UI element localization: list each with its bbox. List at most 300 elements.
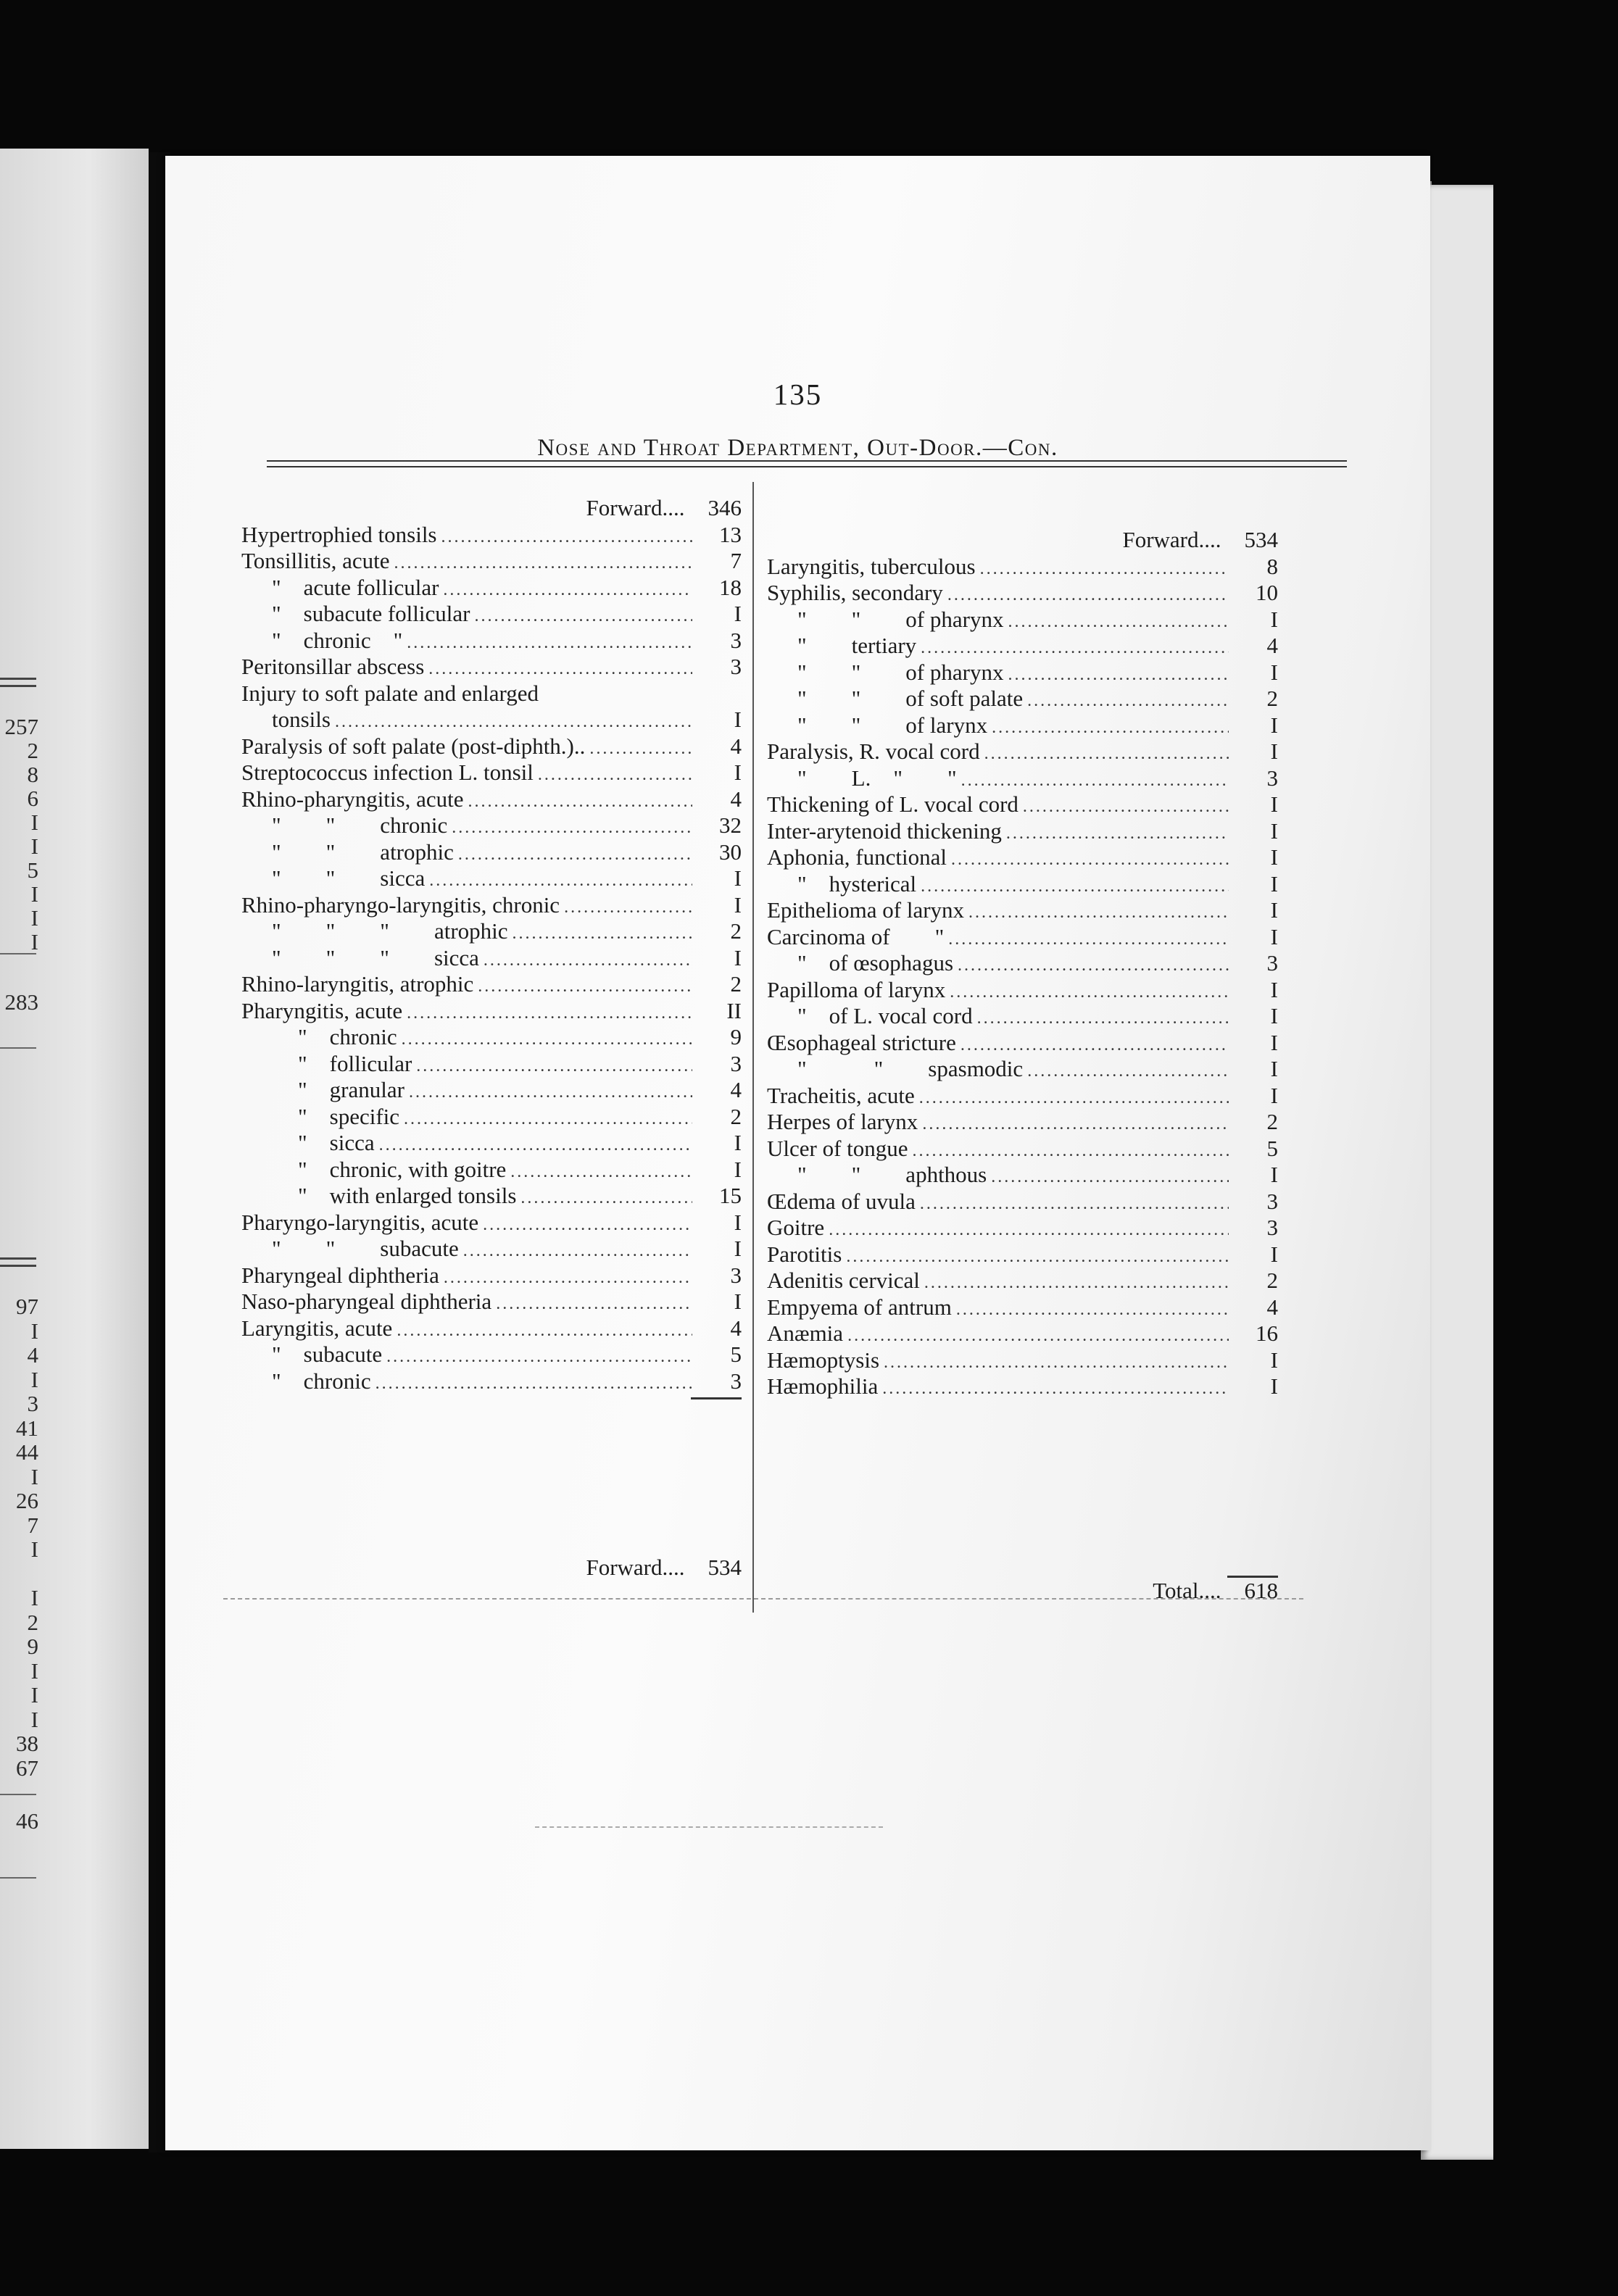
case-count: 3 (730, 1368, 742, 1394)
leader-dots (968, 899, 1229, 926)
table-row (767, 1320, 1278, 1347)
footer-value: 534 (708, 1555, 742, 1580)
case-count: I (1270, 818, 1278, 844)
margin-number: I (30, 1682, 38, 1708)
total-label: Total.... (1153, 1578, 1221, 1603)
book-page (165, 156, 1430, 2150)
diagnosis-label: Syphilis, secondary (767, 580, 943, 605)
diagnosis-label: Œsophageal stricture (767, 1029, 956, 1055)
margin-number: 9 (27, 1634, 38, 1659)
diagnosis-label: " acute follicular (272, 574, 439, 600)
leader-dots (376, 1370, 692, 1397)
diagnosis-label: Carcinoma of " (767, 923, 945, 949)
leader-dots (463, 1238, 692, 1265)
margin-number: I (30, 1585, 38, 1610)
margin-number: 97 (16, 1294, 38, 1319)
case-count: 4 (730, 786, 742, 812)
table-row (767, 1003, 1278, 1030)
leader-dots (429, 868, 692, 894)
diagnosis-label: Peritonsillar abscess (241, 654, 425, 679)
header-rule (267, 466, 1347, 467)
case-count: 10 (1256, 580, 1278, 605)
case-count: 18 (719, 574, 742, 600)
diagnosis-label: Papilloma of larynx (767, 976, 946, 1002)
case-count: 2 (730, 1103, 742, 1129)
diagnosis-label: Naso-pharyngeal diphtheria (241, 1289, 492, 1314)
case-count: I (734, 1209, 742, 1235)
diagnosis-label: Herpes of larynx (767, 1109, 918, 1134)
leader-dots (458, 841, 692, 868)
diagnosis-label: " sicca (298, 1130, 375, 1155)
table-row (241, 812, 742, 839)
page-header: Nose and Throat Department, Out-Door.—Con. (537, 435, 1058, 461)
margin-number: I (30, 1657, 38, 1684)
margin-number: 2 (27, 1609, 38, 1635)
diagnosis-label: " " of pharynx (797, 659, 1004, 685)
table-row (241, 839, 742, 866)
margin-number: I (30, 905, 38, 931)
case-count: I (1270, 606, 1278, 632)
case-count: I (734, 1156, 742, 1182)
leader-dots (510, 1159, 692, 1186)
diagnosis-label: " tertiary (797, 633, 917, 658)
case-count: 2 (730, 971, 742, 997)
forward-label: Forward.... (586, 495, 685, 520)
table-row (241, 548, 742, 575)
case-count: I (1270, 1056, 1278, 1081)
diagnosis-label: " " sicca (272, 865, 426, 891)
column-divider (752, 482, 754, 1613)
leader-dots (444, 1265, 692, 1292)
table-row (241, 1289, 742, 1315)
diagnosis-label: " specific (298, 1103, 400, 1129)
case-count: 2 (1266, 1109, 1278, 1134)
diagnosis-label: " of L. vocal cord (797, 1003, 973, 1028)
case-count: I (1270, 1241, 1278, 1267)
table-row (767, 924, 1278, 951)
forward-row (767, 527, 1278, 554)
diagnosis-label: " follicular (298, 1050, 412, 1076)
diagnosis-label: Empyema of antrum (767, 1294, 952, 1320)
margin-number: 257 (4, 714, 38, 739)
table-row (767, 1215, 1278, 1241)
leader-dots (1027, 1058, 1229, 1085)
leader-dots (1006, 820, 1229, 847)
margin-number: 26 (16, 1488, 38, 1513)
diagnosis-label: Laryngitis, acute (241, 1315, 393, 1341)
case-count: 3 (730, 1262, 742, 1288)
leader-dots (402, 1026, 692, 1053)
table-row (767, 1189, 1278, 1215)
table-row (767, 580, 1278, 607)
case-count: 9 (730, 1024, 742, 1049)
table-row (767, 1030, 1278, 1057)
case-count: II (726, 997, 742, 1023)
leader-dots (520, 1185, 692, 1212)
leader-dots (397, 1318, 692, 1344)
table-row (767, 977, 1278, 1004)
table-row (241, 522, 742, 549)
leader-dots (948, 926, 1229, 953)
leader-dots (1008, 662, 1229, 689)
diagnosis-label: Rhino-pharyngo-laryngitis, chronic (241, 891, 560, 918)
margin-rule (0, 953, 36, 954)
case-count: 3 (1266, 950, 1278, 976)
margin-rule (0, 1265, 36, 1267)
margin-number: 38 (16, 1731, 38, 1756)
table-row (241, 865, 742, 892)
leader-dots (984, 741, 1229, 768)
margin-rule (0, 1794, 36, 1795)
leader-dots (947, 582, 1229, 609)
leader-dots (394, 550, 692, 577)
diagnosis-label: " " aphthous (797, 1162, 987, 1187)
leader-dots (921, 873, 1229, 900)
table-row (241, 998, 742, 1025)
margin-number: 7 (27, 1512, 38, 1538)
leader-dots (404, 1106, 692, 1133)
table-row (241, 1051, 742, 1078)
margin-rule (0, 1047, 36, 1049)
margin-number: 283 (4, 989, 38, 1015)
case-count: I (734, 601, 742, 626)
table-row (241, 760, 742, 786)
table-row (241, 786, 742, 813)
leader-dots (961, 1032, 1229, 1059)
table-row (241, 628, 742, 654)
diagnosis-label: Aphonia, functional (767, 844, 947, 870)
leader-dots (416, 1053, 692, 1080)
leader-dots (513, 920, 692, 947)
case-count: 2 (730, 918, 742, 944)
leader-dots (956, 1297, 1229, 1323)
diagnosis-label: " hysterical (797, 870, 917, 897)
case-count: I (1270, 739, 1278, 764)
case-count: 32 (719, 812, 742, 838)
margin-number: I (30, 1706, 38, 1732)
leader-dots (478, 973, 692, 1000)
table-row (241, 1157, 742, 1184)
diagnosis-label: Tonsillitis, acute (241, 548, 390, 573)
case-count: I (1270, 1082, 1278, 1108)
table-row (767, 1083, 1278, 1110)
bottom-rule (223, 1598, 1303, 1600)
leader-dots (564, 894, 692, 921)
case-count: 3 (730, 654, 742, 679)
diagnosis-label: Thickening of L. vocal cord (767, 791, 1018, 817)
leader-dots (483, 1212, 692, 1239)
leader-dots (468, 789, 693, 815)
leader-dots (1008, 609, 1229, 636)
diagnosis-label: Œdema of uvula (767, 1188, 916, 1214)
leader-dots (409, 1079, 692, 1106)
leader-dots (386, 1344, 692, 1370)
diagnosis-label: Pharyngo-laryngitis, acute (241, 1209, 479, 1235)
margin-number: I (30, 1318, 38, 1344)
table-row (767, 1268, 1278, 1294)
case-count: I (1270, 1162, 1278, 1187)
diagnosis-label: " L. " " (797, 765, 957, 791)
table-row (241, 1024, 742, 1051)
leader-dots (977, 1005, 1229, 1032)
diagnosis-label: Inter-arytenoid thickening (767, 818, 1002, 844)
margin-rule (0, 685, 36, 687)
page-stack-edge (1421, 185, 1493, 2160)
diagnosis-label: " chronic (272, 1368, 371, 1394)
table-row (241, 654, 742, 681)
forward-row (241, 495, 742, 522)
diagnosis-label: " subacute (272, 1342, 383, 1367)
case-count: 4 (730, 733, 742, 759)
leader-dots (335, 709, 692, 736)
diagnosis-label: " " " atrophic (272, 918, 508, 944)
case-count: I (734, 944, 742, 970)
table-row (241, 1183, 742, 1210)
case-count: 4 (730, 1315, 742, 1341)
forward-label: Forward.... (1122, 527, 1221, 552)
leader-dots (452, 815, 692, 841)
diagnosis-label: " subacute follicular (272, 601, 470, 626)
case-count: 3 (1266, 1215, 1278, 1240)
diagnosis-label: " of œsophagus (797, 950, 954, 976)
table-row (767, 791, 1278, 818)
table-row (241, 971, 742, 998)
case-count: 4 (1266, 1294, 1278, 1320)
case-count: 3 (730, 1050, 742, 1076)
table-row (767, 712, 1278, 739)
leader-dots (407, 1000, 692, 1027)
diagnosis-label: Epithelioma of larynx (767, 897, 965, 923)
diagnosis-label: Rhino-laryngitis, atrophic (241, 971, 474, 997)
margin-number: 44 (16, 1439, 38, 1465)
case-count: 30 (719, 839, 742, 865)
table-row (241, 733, 742, 760)
case-count: I (734, 865, 742, 891)
leader-dots (407, 630, 692, 657)
leader-dots (920, 1191, 1229, 1218)
leader-dots (847, 1323, 1229, 1349)
table-row (241, 1077, 742, 1104)
leader-dots (950, 979, 1229, 1006)
case-count: I (1270, 976, 1278, 1002)
table-row (767, 950, 1278, 977)
diagnosis-label: " " " sicca (272, 944, 479, 970)
leader-dots (924, 1270, 1229, 1297)
diagnosis-label: " " atrophic (272, 839, 454, 865)
case-count: I (734, 891, 742, 918)
table-row (241, 1263, 742, 1289)
diagnosis-label: Adenitis cervical (767, 1268, 920, 1293)
table-row (767, 818, 1278, 845)
margin-number: 8 (27, 762, 38, 787)
table-row (767, 660, 1278, 686)
left-column (241, 495, 742, 1399)
diagnosis-label: Paralysis of soft palate (post-diphth.).. (241, 733, 586, 759)
table-row (767, 1056, 1278, 1083)
diagnosis-label: " chronic " (272, 627, 403, 653)
leader-dots (846, 1244, 1229, 1270)
margin-number: I (30, 1366, 38, 1392)
table-row (767, 844, 1278, 871)
case-count: 8 (1266, 553, 1278, 579)
margin-rule (0, 1877, 36, 1879)
leader-dots (980, 556, 1229, 583)
margin-number: I (30, 1536, 38, 1562)
table-row (767, 1347, 1278, 1374)
table-row (241, 1315, 742, 1342)
case-count: I (1270, 1347, 1278, 1373)
table-row (767, 607, 1278, 633)
leader-dots (951, 847, 1229, 873)
forward-value: 534 (1244, 527, 1278, 552)
table-row (767, 739, 1278, 765)
leader-dots (884, 1349, 1229, 1376)
diagnosis-label: Streptococcus infection L. tonsil (241, 760, 534, 785)
total-value: 618 (1244, 1578, 1278, 1603)
case-count: I (1270, 1003, 1278, 1028)
case-count: 3 (730, 627, 742, 653)
leader-dots (589, 736, 692, 762)
case-count: 15 (719, 1183, 742, 1208)
case-count: 13 (719, 521, 742, 547)
margin-number: I (30, 881, 38, 907)
leader-dots (428, 656, 692, 683)
margin-rule (0, 1257, 36, 1260)
diagnosis-label: " " spasmodic (797, 1056, 1024, 1081)
page-number: 135 (773, 378, 823, 411)
leader-dots (1023, 794, 1229, 820)
diagnosis-label: Anæmia (767, 1320, 844, 1346)
case-count: 4 (730, 1077, 742, 1102)
margin-number: 4 (27, 1342, 38, 1368)
left-column-footer (241, 1555, 742, 1581)
margin-number: 41 (16, 1415, 38, 1441)
leader-dots (474, 603, 692, 630)
diagnosis-label: " chronic (298, 1024, 397, 1049)
case-count: 4 (1266, 633, 1278, 658)
case-count: 7 (730, 548, 742, 573)
forward-value: 346 (708, 495, 742, 520)
table-row (767, 554, 1278, 581)
case-count: I (1270, 844, 1278, 870)
table-row (767, 871, 1278, 898)
leader-dots (961, 768, 1229, 794)
margin-number: 6 (27, 786, 38, 811)
case-count: I (1270, 1029, 1278, 1055)
table-row (241, 601, 742, 628)
diagnosis-label: " " of larynx (797, 712, 988, 738)
diagnosis-label: Injury to soft palate and enlarged (241, 680, 539, 706)
footer-label: Forward.... (586, 1555, 685, 1580)
faint-rule (535, 1826, 883, 1828)
margin-number: I (30, 810, 38, 835)
case-count: I (1270, 659, 1278, 685)
leader-dots (1027, 688, 1229, 715)
table-row (767, 765, 1278, 792)
case-count: 16 (1256, 1320, 1278, 1346)
case-count: I (734, 760, 742, 785)
leader-dots (991, 1164, 1229, 1191)
leader-dots (919, 1085, 1229, 1112)
table-row (767, 897, 1278, 924)
table-row (767, 1241, 1278, 1268)
margin-number: I (30, 833, 38, 859)
table-row (767, 1162, 1278, 1189)
case-count: 2 (1266, 1268, 1278, 1293)
leader-dots (484, 947, 692, 974)
table-row (241, 1368, 742, 1395)
diagnosis-label: Parotitis (767, 1241, 842, 1267)
header-rule (267, 460, 1347, 462)
diagnosis-label: " " subacute (272, 1236, 459, 1261)
leader-dots (441, 524, 693, 551)
diagnosis-label: Hæmoptysis (767, 1347, 880, 1373)
diagnosis-label: Pharyngeal diphtheria (241, 1262, 439, 1288)
table-row (767, 1136, 1278, 1162)
case-count: I (734, 707, 742, 732)
leader-dots (958, 952, 1229, 979)
leader-dots (443, 577, 692, 604)
table-row (767, 686, 1278, 712)
table-row (241, 918, 742, 945)
margin-number: I (30, 929, 38, 954)
diagnosis-label: Pharyngitis, acute (241, 997, 403, 1023)
diagnosis-label: " chronic, with goitre (298, 1156, 507, 1182)
leader-dots (829, 1217, 1229, 1244)
table-row (241, 1210, 742, 1236)
diagnosis-label: Hypertrophied tonsils (241, 521, 437, 547)
case-count: I (1270, 897, 1278, 923)
table-row (241, 1104, 742, 1131)
margin-number: 67 (16, 1755, 38, 1781)
case-count: 5 (730, 1342, 742, 1367)
diagnosis-label: " " chronic (272, 812, 448, 838)
table-row (767, 633, 1278, 660)
table-row (241, 945, 742, 972)
case-count: I (1270, 791, 1278, 817)
leader-dots (922, 1111, 1229, 1138)
leader-dots (538, 762, 692, 789)
leader-dots (992, 715, 1229, 741)
case-count: 2 (1266, 686, 1278, 711)
case-count: 3 (1266, 1188, 1278, 1214)
case-count: I (734, 1289, 742, 1314)
left-facing-page (0, 149, 149, 2149)
diagnosis-label: " " of pharynx (797, 606, 1004, 632)
table-row (241, 707, 742, 733)
leader-dots (882, 1376, 1229, 1402)
leader-dots (379, 1132, 692, 1159)
leader-dots (496, 1291, 692, 1318)
case-count: I (1270, 870, 1278, 897)
margin-number: 3 (27, 1391, 38, 1416)
margin-rule (0, 678, 36, 680)
table-row (241, 681, 742, 707)
diagnosis-label: Rhino-pharyngitis, acute (241, 786, 464, 812)
table-row (767, 1109, 1278, 1136)
diagnosis-label: " " of soft palate (797, 686, 1024, 711)
margin-number: I (30, 1463, 38, 1489)
diagnosis-label: Hæmophilia (767, 1373, 879, 1399)
case-count: I (1270, 712, 1278, 738)
diagnosis-label: Laryngitis, tuberculous (767, 553, 976, 579)
case-count: I (1270, 923, 1278, 949)
case-count: 5 (1266, 1135, 1278, 1161)
table-row (241, 1236, 742, 1263)
diagnosis-label: " granular (298, 1077, 404, 1102)
diagnosis-label: Paralysis, R. vocal cord (767, 739, 980, 764)
margin-number: 46 (16, 1808, 38, 1834)
